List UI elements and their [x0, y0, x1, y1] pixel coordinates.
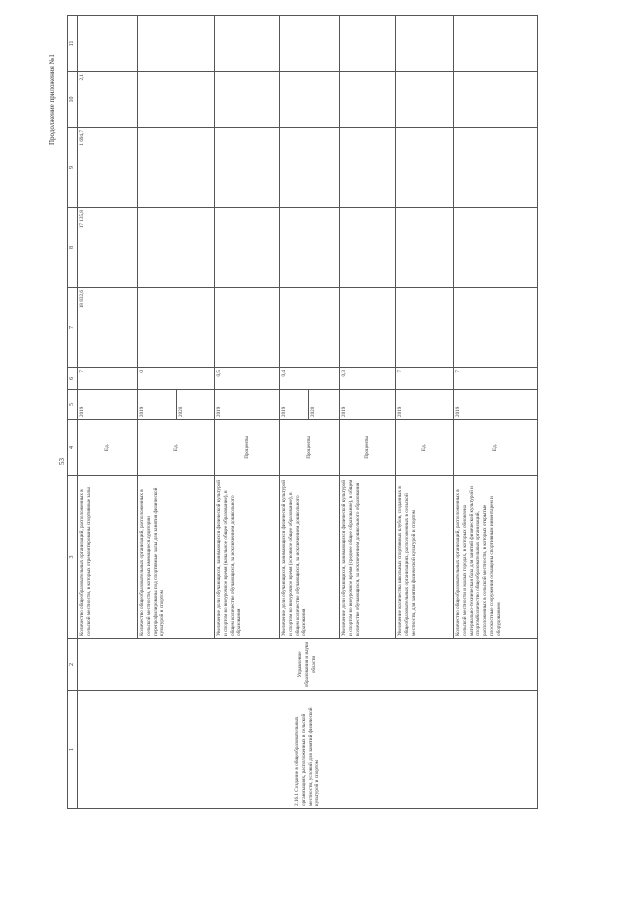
- col10-cell: [340, 72, 396, 128]
- col8-cell: [138, 208, 215, 288]
- indicator-cell: Увеличение доли обучающихся, занимающихся физической культурой и спортом во внеурочное время (начальное общее образование), в общем количестве обучающихся, за исключением дошкольного образования: [215, 476, 280, 639]
- col9-cell: 1 694,7: [78, 128, 138, 208]
- col11-cell: [78, 16, 138, 72]
- year-2020: 2020: [178, 406, 184, 417]
- indicator-cell: Увеличение доли обучающихся, занимающихся физической культурой и спортом во внеурочное время (основное общее образование), в общем количестве обучающихся, за исключением дошкольного образования: [280, 476, 340, 639]
- col10-cell: [138, 72, 215, 128]
- col7-cell: [340, 288, 396, 368]
- indicator-cell: Увеличение доли обучающихся, занимающихся физической культурой и спортом во внеурочное время (среднее общее образование), в общем количестве обучающихся, за исключением дошкольного образования: [340, 476, 396, 639]
- col-number-11: 11: [68, 16, 78, 72]
- year-cell: 2019: [396, 390, 454, 420]
- col-number-3: 3: [68, 476, 78, 639]
- col9-cell: [280, 128, 340, 208]
- page-number: 53: [58, 458, 66, 465]
- table-row: [78, 16, 138, 809]
- col7-cell: [215, 288, 280, 368]
- col11-cell: [138, 16, 215, 72]
- col10-cell: [280, 72, 340, 128]
- col7-cell: [396, 288, 454, 368]
- value-cell: 0: [138, 368, 215, 390]
- col8-cell: [215, 208, 280, 288]
- year-cell: 2019: [340, 390, 396, 420]
- col9-cell: [215, 128, 280, 208]
- col-number-1: 1: [68, 691, 78, 809]
- year-cell: 2019: [454, 390, 538, 420]
- col8-cell: 17 135,8: [78, 208, 138, 288]
- col-number-8: 8: [68, 208, 78, 288]
- col-number-2: 2: [68, 639, 78, 691]
- col-number-5: 5: [68, 390, 78, 420]
- year-2020: 2020: [310, 406, 316, 417]
- col-number-4: 4: [68, 420, 78, 476]
- unit-cell: Ед.: [454, 420, 538, 476]
- indicator-cell: Количество общеобразовательных организаций, расположенных в сельской местности, в которых отремонтированы спортивные залы: [78, 476, 138, 639]
- col10-cell: [215, 72, 280, 128]
- program-table: [67, 15, 538, 809]
- col7-cell: 18 832,6: [78, 288, 138, 368]
- value-cell: 7: [78, 368, 138, 390]
- col10-cell: [454, 72, 538, 128]
- col11-cell: [280, 16, 340, 72]
- col10-cell: 2,1: [78, 72, 138, 128]
- col10-cell: [396, 72, 454, 128]
- unit-cell: Ед.: [396, 420, 454, 476]
- year-2019: 2019: [280, 390, 309, 419]
- year-cell: [280, 390, 340, 420]
- unit-cell: Проценты: [215, 420, 280, 476]
- year-cell: 2019: [78, 390, 138, 420]
- col-number-10: 10: [68, 72, 78, 128]
- appendix-label: Продолжение приложения №1: [48, 54, 56, 145]
- col-number-9: 9: [68, 128, 78, 208]
- indicator-cell: Количество общеобразовательных организаций, расположенных в сельской местности и малых городах, в которых обновлена материально-техническая база для занятий физической культурой и спортомКоличество общеобразовательных организаций, расположенных в сельской местности, в которых открытые плоскостные сооружения оснащены спортивным инвентарем и оборудованием: [454, 476, 538, 639]
- col11-cell: [454, 16, 538, 72]
- col9-cell: [454, 128, 538, 208]
- col9-cell: [340, 128, 396, 208]
- column-number-row: [68, 16, 78, 809]
- value-cell: 7: [396, 368, 454, 390]
- year-cell: 2019: [215, 390, 280, 420]
- col-number-7: 7: [68, 288, 78, 368]
- col7-cell: [138, 288, 215, 368]
- col7-cell: [454, 288, 538, 368]
- indicator-cell: Количество общеобразовательных организаций, расположенных в сельской местности, в которых имеющиеся аудитории перепрофилированы под спортивные залы для занятия физической культурой и спортом: [138, 476, 215, 639]
- col8-cell: [280, 208, 340, 288]
- col9-cell: [396, 128, 454, 208]
- section-code-name: 2.16.1 Создание в общеобразовательных организациях, расположенных в сельской местности, условий для занятий физической культурой и спортом: [78, 691, 538, 809]
- col8-cell: [340, 208, 396, 288]
- year-cell: [138, 390, 215, 420]
- value-cell: 0,4: [280, 368, 340, 390]
- value-cell: 0,5: [215, 368, 280, 390]
- year-2019: 2019: [138, 390, 177, 419]
- col8-cell: [396, 208, 454, 288]
- col11-cell: [215, 16, 280, 72]
- unit-cell: Проценты: [340, 420, 396, 476]
- col8-cell: [454, 208, 538, 288]
- col9-cell: [138, 128, 215, 208]
- unit-cell: Проценты: [280, 420, 340, 476]
- section-executor: Управление образования и науки области: [78, 639, 538, 691]
- col-number-6: 6: [68, 368, 78, 390]
- value-cell: 7: [454, 368, 538, 390]
- col11-cell: [396, 16, 454, 72]
- unit-cell: Ед.: [138, 420, 215, 476]
- col11-cell: [340, 16, 396, 72]
- unit-cell: Ед.: [78, 420, 138, 476]
- value-cell: 0,3: [340, 368, 396, 390]
- indicator-cell: Увеличение количества школьных спортивных клубов, созданных в общеобразовательных организациях, расположенных в сельской местности, для занятия физической культурой и спортом: [396, 476, 454, 639]
- col7-cell: [280, 288, 340, 368]
